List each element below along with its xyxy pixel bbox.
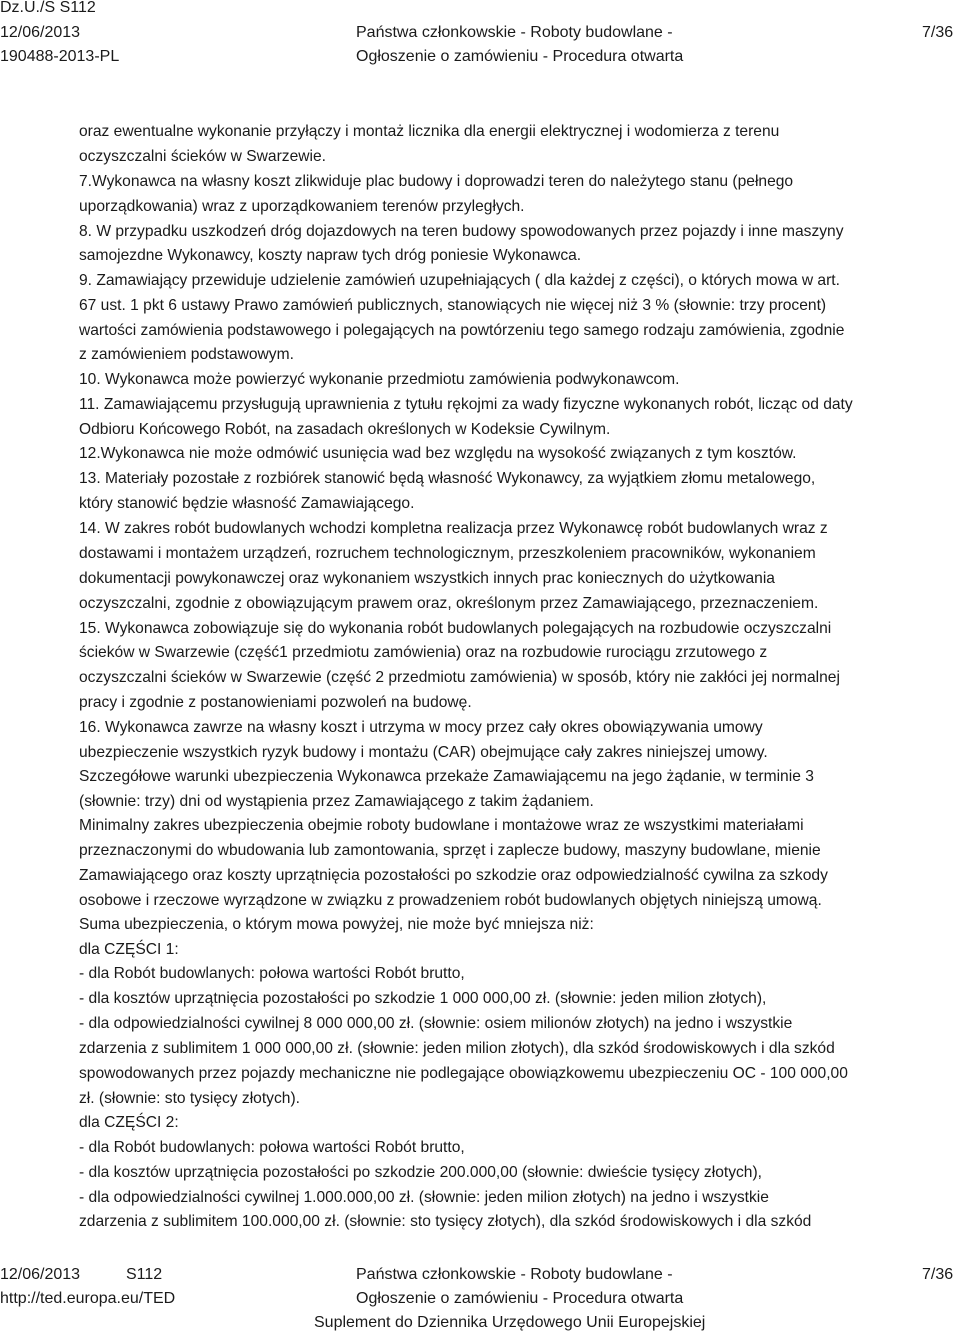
body-line: 13. Materiały pozostałe z rozbiórek stanowić będą własność Wykonawcy, za wyjątkiem złomu metalowego, <box>79 470 816 487</box>
footer-date: 12/06/2013 <box>0 1266 81 1283</box>
body-line: (słownie: trzy) dni od wystąpienia przez Zamawiającego z takim żądaniem. <box>79 793 594 810</box>
body-line: zdarzenia z sublimitem 1 000 000,00 zł. (słownie: jeden milion złotych), dla szkód środowiskowych i dla szkód <box>79 1040 835 1057</box>
header-title-line2: Ogłoszenie o zamówieniu - Procedura otwarta <box>356 48 684 65</box>
body-line: oczyszczalni ścieków w Swarzewie. <box>79 148 326 165</box>
body-line: przeznaczonymi do wbudowania lub zamontowania, sprzęt i zaplecze budowy, maszyny budowlane, mienie <box>79 842 821 859</box>
body-line: osobowe i rzeczowe wyrządzone w związku z prowadzeniem robót budowlanych objętych niniejszą umową. <box>79 892 822 909</box>
body-line: uporządkowania) wraz z uporządkowaniem terenów przyległych. <box>79 198 525 215</box>
body-line: 7.Wykonawca na własny koszt zlikwiduje plac budowy i doprowadzi teren do należytego stanu (pełnego <box>79 173 794 190</box>
footer-title-line1: Państwa członkowskie - Roboty budowlane - <box>356 1266 673 1283</box>
body-line: zł. (słownie: sto tysięcy złotych). <box>79 1090 300 1107</box>
body-line: - dla kosztów uprzątnięcia pozostałości po szkodzie 200.000,00 (słownie: dwieście tysięcy złotych), <box>79 1164 762 1181</box>
body-line: Suma ubezpieczenia, o którym mowa powyżej, nie może być mniejsza niż: <box>79 916 594 933</box>
body-line: 14. W zakres robót budowlanych wchodzi kompletna realizacja przez Wykonawcę robót budowlanych wraz z <box>79 520 828 537</box>
body-line: Odbioru Końcowego Robót, na zasadach określonych w Kodeksie Cywilnym. <box>79 421 611 438</box>
body-line: zdarzenia z sublimitem 100.000,00 zł. (słownie: sto tysięcy złotych), dla szkód środowiskowych i dla szkód <box>79 1213 812 1230</box>
body-line: pracy i zgodnie z postanowieniami pozwoleń na budowę. <box>79 694 472 711</box>
body-line: 11. Zamawiającemu przysługują uprawnienia z tytułu rękojmi za wady fizyczne wykonanych robót, licząc od daty <box>79 396 853 413</box>
body-line: samojezdne Wykonawcy, koszty napraw tych dróg poniesie Wykonawca. <box>79 247 582 264</box>
body-line: oczyszczalni ścieków w Swarzewie (część 2 przedmiotu zamówienia) w sposób, który nie zakłóci jej normalnej <box>79 669 840 686</box>
footer-url[interactable]: http://ted.europa.eu/TED <box>0 1290 176 1307</box>
body-line: Zamawiającego oraz koszty uprzątnięcia pozostałości po szkodzie oraz odpowiedzialność cywilna za szkody <box>79 867 828 884</box>
body-line: oczyszczalni, zgodnie z obowiązującym prawem oraz, określonym przez Zamawiającego, przeznaczeniem. <box>79 595 819 612</box>
body-line: ubezpieczenie wszystkich ryzyk budowy i montażu (CAR) obejmujące cały zakres niniejszej umowy. <box>79 744 768 761</box>
body-line: - dla kosztów uprzątnięcia pozostałości po szkodzie 1 000 000,00 zł. (słownie: jeden milion złotych), <box>79 990 767 1007</box>
body-line: 9. Zamawiający przewiduje udzielenie zamówień uzupełniających ( dla każdej z części), o których mowa w art. <box>79 272 840 289</box>
body-line: 67 ust. 1 pkt 6 ustawy Prawo zamówień publicznych, stanowiących nie więcej niż 3 % (słownie: trzy procent) <box>79 297 827 314</box>
footer-series: S112 <box>126 1266 163 1283</box>
body-line: dla CZĘŚCI 1: <box>79 941 179 958</box>
footer-title-line3: Suplement do Dziennika Urzędowego Unii Europejskiej <box>314 1314 706 1331</box>
body-line: 10. Wykonawca może powierzyć wykonanie przedmiotu zamówienia podwykonawcom. <box>79 371 680 388</box>
header-title-line1: Państwa członkowskie - Roboty budowlane - <box>356 24 673 41</box>
body-line: z zamówieniem podstawowym. <box>79 346 294 363</box>
doc-reference: Dz.U./S S112 <box>0 0 96 16</box>
footer-page-number: 7/36 <box>922 1266 954 1283</box>
body-line: dokumentacji powykonawczej oraz wykonaniem wszystkich innych prac koniecznych do użytkowania <box>79 570 775 587</box>
header-date: 12/06/2013 <box>0 24 81 41</box>
doc-number: 190488-2013-PL <box>0 48 120 65</box>
body-line: 12.Wykonawca nie może odmówić usunięcia wad bez względu na wysokość związanych z tym kosztów. <box>79 445 797 462</box>
body-line: - dla Robót budowlanych: połowa wartości Robót brutto, <box>79 1139 465 1156</box>
body-line: ścieków w Swarzewie (część1 przedmiotu zamówienia) oraz na rozbudowie rurociągu zrzutowego z <box>79 644 768 661</box>
body-line: Szczegółowe warunki ubezpieczenia Wykonawca przekaże Zamawiającemu na jego żądanie, w terminie 3 <box>79 768 814 785</box>
body-line: dostawami i montażem urządzeń, rozruchem technologicznym, przeszkoleniem pracowników, wykonaniem <box>79 545 816 562</box>
footer-title-line2: Ogłoszenie o zamówieniu - Procedura otwarta <box>356 1290 684 1307</box>
body-line: 16. Wykonawca zawrze na własny koszt i utrzyma w mocy przez cały okres obowiązywania umowy <box>79 719 763 736</box>
body-line: 15. Wykonawca zobowiązuje się do wykonania robót budowlanych polegających na rozbudowie oczyszczalni <box>79 620 832 637</box>
body-line: wartości zamówienia podstawowego i polegających na powtórzeniu tego samego rodzaju zamówienia, zgodnie <box>79 322 845 339</box>
body-line: - dla Robót budowlanych: połowa wartości Robót brutto, <box>79 965 465 982</box>
body-line: - dla odpowiedzialności cywilnej 1.000.000,00 zł. (słownie: jeden milion złotych) na jedno i wszystkie <box>79 1189 769 1206</box>
body-line: Minimalny zakres ubezpieczenia obejmie roboty budowlane i montażowe wraz ze wszystkimi materiałami <box>79 817 804 834</box>
body-line: spowodowanych przez pojazdy mechaniczne nie podlegające obowiązkowemu ubezpieczeniu OC - 100 000,00 <box>79 1065 848 1082</box>
body-line: 8. W przypadku uszkodzeń dróg dojazdowych na teren budowy spowodowanych przez pojazdy i inne maszyny <box>79 223 844 240</box>
body-line: który stanowić będzie własność Zamawiającego. <box>79 495 415 512</box>
header-page-number: 7/36 <box>922 24 954 41</box>
body-line: oraz ewentualne wykonanie przyłączy i montaż licznika dla energii elektrycznej i wodomierza z terenu <box>79 123 780 140</box>
body-line: dla CZĘŚCI 2: <box>79 1114 179 1131</box>
body-line: - dla odpowiedzialności cywilnej 8 000 000,00 zł. (słownie: osiem milionów złotych) na jedno i wszystkie <box>79 1015 793 1032</box>
